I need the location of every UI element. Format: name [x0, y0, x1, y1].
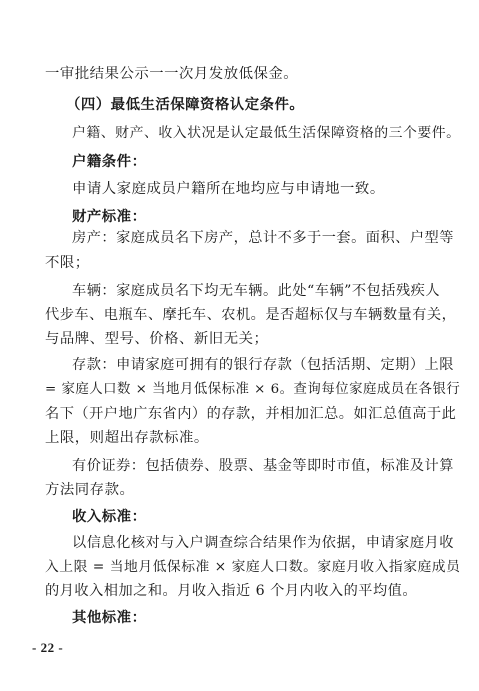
text-line: 有价证券：包括债券、股票、基金等即时市值，标准及计算	[72, 458, 454, 474]
text-line: 入上限 = 当地月低保标准 × 家庭人口数。家庭月收入指家庭成员	[45, 559, 461, 575]
text-line: 以信息化核对与入户调查综合结果作为依据，申请家庭月收	[72, 535, 454, 551]
text-line: 方法同存款。	[45, 482, 135, 498]
text-line: 名下（开户地广东省内）的存款，并相加汇总。如汇总值高于此	[45, 406, 457, 422]
text-line: 的月收入相加之和。月收入指近 6 个月内收入的平均值。	[45, 583, 418, 599]
text-line: 不限；	[45, 255, 90, 271]
subheading-other: 其他标准：	[72, 609, 147, 626]
text-line: 车辆：家庭成员名下均无车辆。此处“车辆”不包括残疾人	[72, 283, 441, 299]
text-line: 存款：申请家庭可拥有的银行存款（包括活期、定期）上限	[72, 357, 454, 373]
text-line: = 家庭人口数 × 当地月低保标准 × 6。查询每位家庭成员在各银行	[45, 382, 461, 397]
section-heading: （四）最低生活保障资格认定条件。	[66, 96, 305, 113]
subheading-income: 收入标准：	[72, 508, 147, 525]
text-line: 户籍、财产、收入状况是认定最低生活保障资格的三个要件。	[72, 125, 461, 141]
text-line: 房产：家庭成员名下房产，总计不多于一套。面积、户型等	[72, 230, 454, 246]
text-line: 一审批结果公示一一次月发放低保金。	[45, 66, 299, 82]
text-line: 申请人家庭成员户籍所在地均应与申请地一致。	[72, 181, 385, 197]
page-number: - 22 -	[32, 640, 64, 655]
text-line: 代步车、电瓶车、摩托车、农机。是否超标仅与车辆数量有关，	[45, 307, 457, 323]
text-line: 与品牌、型号、价格、新旧无关；	[45, 331, 269, 347]
text-line: 上限，则超出存款标准。	[45, 430, 209, 446]
subheading-household: 户籍条件：	[72, 153, 147, 170]
subheading-property: 财产标准：	[72, 208, 147, 225]
